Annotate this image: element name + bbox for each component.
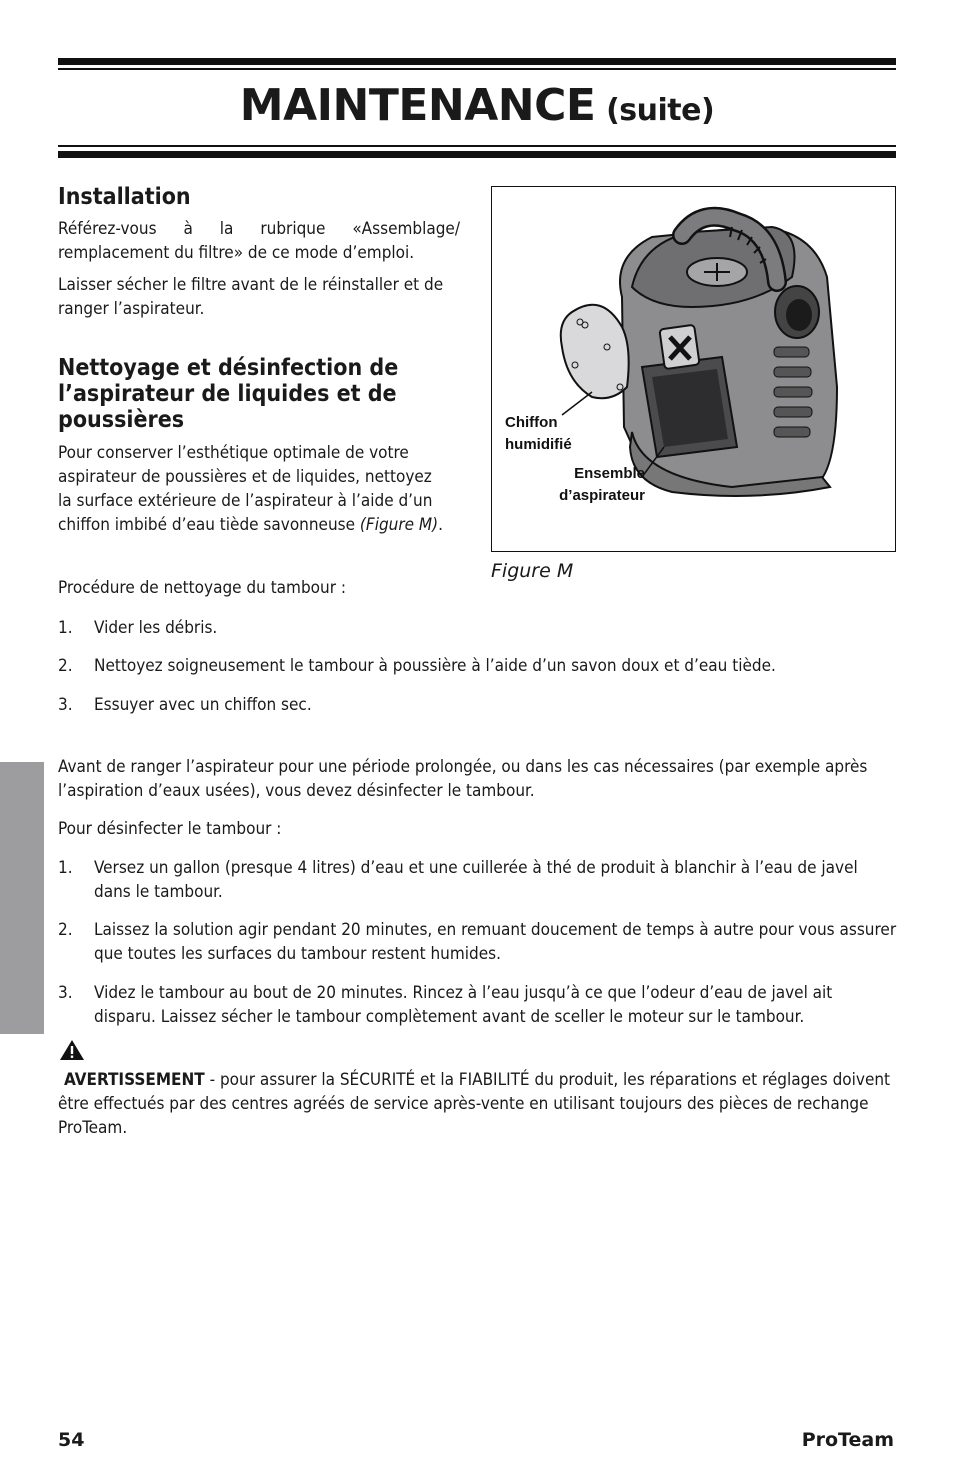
drum-cleaning-intro: Procédure de nettoyage du tambour : [58, 578, 347, 598]
list-text: Vider les débris. [94, 618, 218, 638]
list-text: Laissez la solution agir pendant 20 minutes, en remuant doucement de temps à autre pour vous assurer que toutes les surfaces du tambour restent humides. [94, 920, 897, 964]
list-text: Essuyer avec un chiffon sec. [94, 695, 312, 715]
warning-icon [59, 1039, 85, 1061]
callout-unit-line-2: d’aspirateur [559, 487, 645, 504]
header-rule-bottom-thick [58, 151, 896, 158]
callout-cloth [505, 412, 572, 456]
callout-cloth-line-1: Chiffon [505, 414, 558, 431]
figure-caption: Figure M [491, 560, 574, 582]
warning-paragraph [58, 1068, 898, 1140]
page-title-main: MAINTENANCE [239, 80, 596, 131]
list-item [58, 654, 898, 678]
warning-separator: - [204, 1070, 220, 1090]
callout-cloth-line-2: humidifié [505, 436, 572, 453]
cleaning-paragraph [58, 441, 450, 537]
list-text: Nettoyez soigneusement le tambour à poussière à l’aide d’un savon doux et d’eau tiède. [94, 656, 776, 676]
list-item [58, 856, 898, 904]
side-tab [0, 762, 44, 1034]
list-item [58, 918, 898, 966]
warning-text: pour assurer la SÉCURITÉ et la FIABILITÉ du produit, les réparations et réglages doivent être effectués par des centres agréés de service après-vente en utilisant toujours des pièces de rechange ProTeam. [58, 1070, 891, 1138]
page-title [0, 80, 954, 131]
installation-heading: Installation [58, 184, 191, 210]
list-item [58, 981, 868, 1029]
disinfect-intro: Pour désinfecter le tambour : [58, 819, 282, 839]
page-number: 54 [58, 1429, 85, 1451]
callout-vacuum-unit [552, 463, 645, 507]
header-rule-top-thick [58, 58, 896, 65]
list-text: Videz le tambour au bout de 20 minutes. Rincez à l’eau jusqu’à ce que l’odeur d’eau de javel ait disparu. Laissez sécher le tambour complètement avant de sceller le moteur sur le tambour. [94, 983, 833, 1027]
disinfect-paragraph: Avant de ranger l’aspirateur pour une période prolongée, ou dans les cas nécessaires (par exemple après l’aspiration d’eaux usées), vous devez désinfecter le tambour. [58, 757, 868, 801]
callout-unit-line-1: Ensemble [574, 465, 645, 482]
installation-paragraph-1: Référez-vous à la rubrique «Assemblage/ remplacement du filtre» de ce mode d’emploi. [58, 219, 460, 263]
cleaning-paragraph-text: Pour conserver l’esthétique optimale de votre aspirateur de poussières et de liquides, nettoyez la surface extérieure de l’aspirateur à l’aide d’un chiffon imbibé d’eau tiède savonneuse [58, 443, 433, 535]
list-item [58, 693, 898, 717]
warning-label: AVERTISSEMENT [64, 1070, 205, 1090]
cleaning-heading: Nettoyage et désinfection de l’aspirateur de liquides et de poussières [58, 355, 399, 433]
figure-m [491, 186, 896, 552]
installation-paragraph-2: Laisser sécher le filtre avant de le réinstaller et de ranger l’aspirateur. [58, 275, 444, 319]
list-text: Versez un gallon (presque 4 litres) d’eau et une cuillerée à thé de produit à blanchir à l’eau de javel dans le tambour. [94, 858, 858, 902]
figure-reference: (Figure M) [359, 515, 439, 535]
page-title-suite: (suite) [606, 93, 715, 128]
list-item [58, 616, 898, 640]
list-number: 2. [58, 920, 73, 940]
list-number: 2. [58, 656, 73, 676]
cleaning-paragraph-end: . [438, 515, 443, 535]
header-rule-top-thin [58, 68, 896, 70]
list-number: 3. [58, 983, 73, 1003]
list-number: 1. [58, 618, 73, 638]
list-number: 3. [58, 695, 73, 715]
brand-name: ProTeam [801, 1429, 894, 1451]
list-number: 1. [58, 858, 73, 878]
header-rule-bottom-thin [58, 145, 896, 147]
